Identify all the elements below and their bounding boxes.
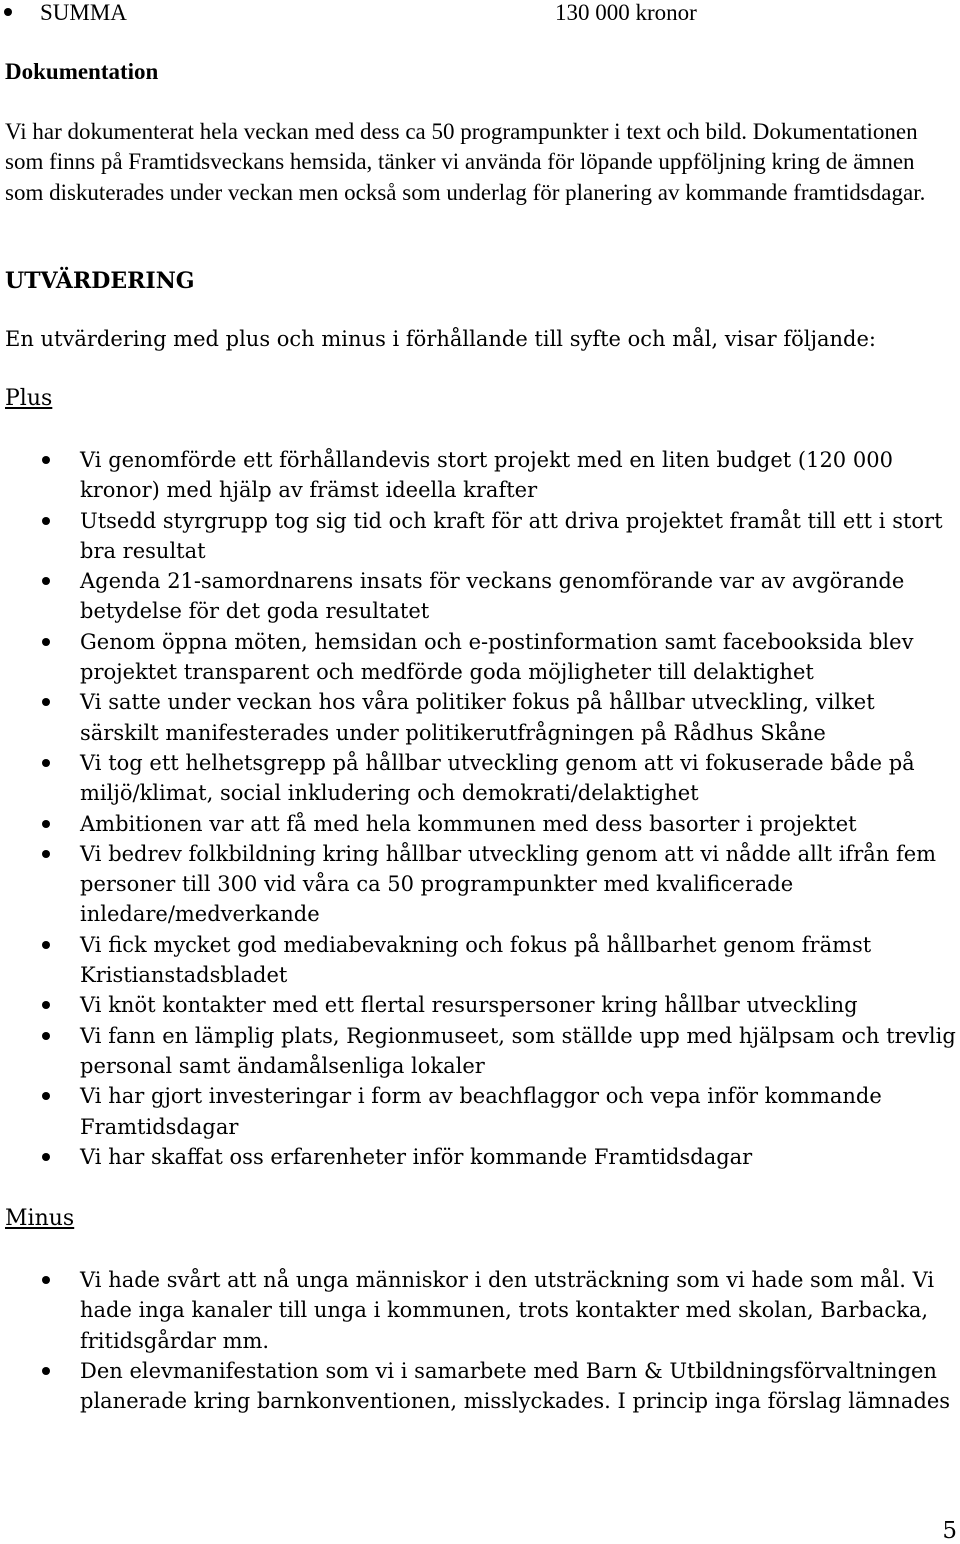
bullet-icon [42, 759, 50, 767]
bullet-icon [42, 577, 50, 585]
summa-label: SUMMA [40, 0, 127, 25]
list-item-text: Vi tog ett helhetsgrepp på hållbar utveckling genom att vi fokuserade både på miljö/klimat, social inkludering och demokrati/delaktighet [80, 750, 915, 806]
list-item [0, 445, 960, 506]
plus-heading: Plus [5, 386, 53, 411]
bullet-icon [42, 1153, 50, 1161]
bullet-icon [42, 1001, 50, 1009]
list-item-text: Agenda 21-samordnarens insats för veckans genomförande var av avgörande betydelse för det goda resultatet [80, 569, 905, 624]
list-item [0, 627, 960, 688]
minus-heading: Minus [5, 1206, 75, 1231]
dokumentation-heading: Dokumentation [5, 59, 159, 84]
bullet-icon [42, 820, 50, 828]
list-item-text: Vi knöt kontakter med ett flertal resurspersoner kring hållbar utveckling [80, 993, 858, 1018]
utvardering-heading: UTVÄRDERING [5, 268, 195, 294]
list-item [0, 1142, 960, 1172]
list-item [0, 930, 960, 991]
list-item-text: Vi har gjort investeringar i form av beachflaggor och vepa inför kommande Framtidsdagar [80, 1084, 882, 1139]
utvardering-intro: En utvärdering med plus och minus i förhållande till syfte och mål, visar följande: [5, 327, 876, 351]
summa-amount: 130 000 kronor [555, 0, 697, 25]
page-number: 5 [942, 1518, 957, 1544]
list-item [0, 748, 960, 809]
dokumentation-paragraph: Vi har dokumenterat hela veckan med dess ca 50 programpunkter i text och bild. Dokumentationen som finns på Framtidsveckans hemsida, tänker vi använda för löpande uppföljning kring de ämnen som diskuterades under veckan men också som underlag för planering av kommande framtidsdagar. [5, 119, 926, 205]
list-item-text: Genom öppna möten, hemsidan och e-postinformation samt facebooksida blev projektet transparent och medförde goda möjligheter till delaktighet [80, 629, 914, 685]
list-item [0, 1356, 960, 1417]
list-item [0, 990, 960, 1020]
list-item [0, 566, 960, 627]
bullet-icon [42, 517, 50, 525]
minus-list [0, 1265, 960, 1416]
bullet-icon [42, 941, 50, 949]
list-item [0, 809, 960, 839]
list-item-text: Vi hade svårt att nå unga människor i den utsträckning som vi hade som mål. Vi hade inga kanaler till unga i kommunen, trots kontakter med skolan, Barbacka, fritidsgårdar mm. [80, 1268, 935, 1353]
list-item-text: Vi fann en lämplig plats, Regionmuseet, som ställde upp med hjälpsam och trevlig personal samt ändamålsenliga lokaler [80, 1023, 956, 1078]
bullet-icon [42, 1367, 50, 1375]
bullet-icon [42, 850, 50, 858]
bullet-icon [4, 8, 12, 16]
list-item-text: Vi bedrev folkbildning kring hållbar utveckling genom att vi nådde allt ifrån fem personer till 300 vid våra ca 50 programpunkter med kvalificerade inledare/medverkande [80, 841, 937, 927]
list-item-text: Den elevmanifestation som vi i samarbete med Barn & Utbildningsförvaltningen planerade kring barnkonventionen, misslyckades. I princip inga förslag lämnades [80, 1358, 951, 1414]
list-item-text: Vi har skaffat oss erfarenheter inför kommande Framtidsdagar [80, 1144, 753, 1169]
bullet-icon [42, 698, 50, 706]
bullet-icon [42, 1276, 50, 1284]
bullet-icon [42, 456, 50, 464]
bullet-icon [42, 1092, 50, 1100]
plus-list [0, 445, 960, 1172]
list-item [0, 506, 960, 567]
list-item-text: Utsedd styrgrupp tog sig tid och kraft för att driva projektet framåt till ett i stort bra resultat [80, 508, 943, 563]
list-item [0, 1265, 960, 1356]
list-item [0, 1021, 960, 1082]
list-item-text: Vi genomförde ett förhållandevis stort projekt med en liten budget (120 000 kronor) med hjälp av främst ideella krafter [80, 448, 893, 503]
list-item-text: Vi fick mycket god mediabevakning och fokus på hållbarhet genom främst Kristianstadsbladet [80, 932, 872, 988]
list-item [0, 1081, 960, 1142]
list-item-text: Vi satte under veckan hos våra politiker fokus på hållbar utveckling, vilket särskilt manifesterades under politikerutfrågningen på Rådhus Skåne [80, 690, 875, 745]
summa-row [0, 0, 960, 30]
list-item [0, 839, 960, 930]
bullet-icon [42, 1032, 50, 1040]
bullet-icon [42, 638, 50, 646]
list-item-text: Ambitionen var att få med hela kommunen med dess basorter i projektet [80, 811, 857, 836]
list-item [0, 687, 960, 748]
